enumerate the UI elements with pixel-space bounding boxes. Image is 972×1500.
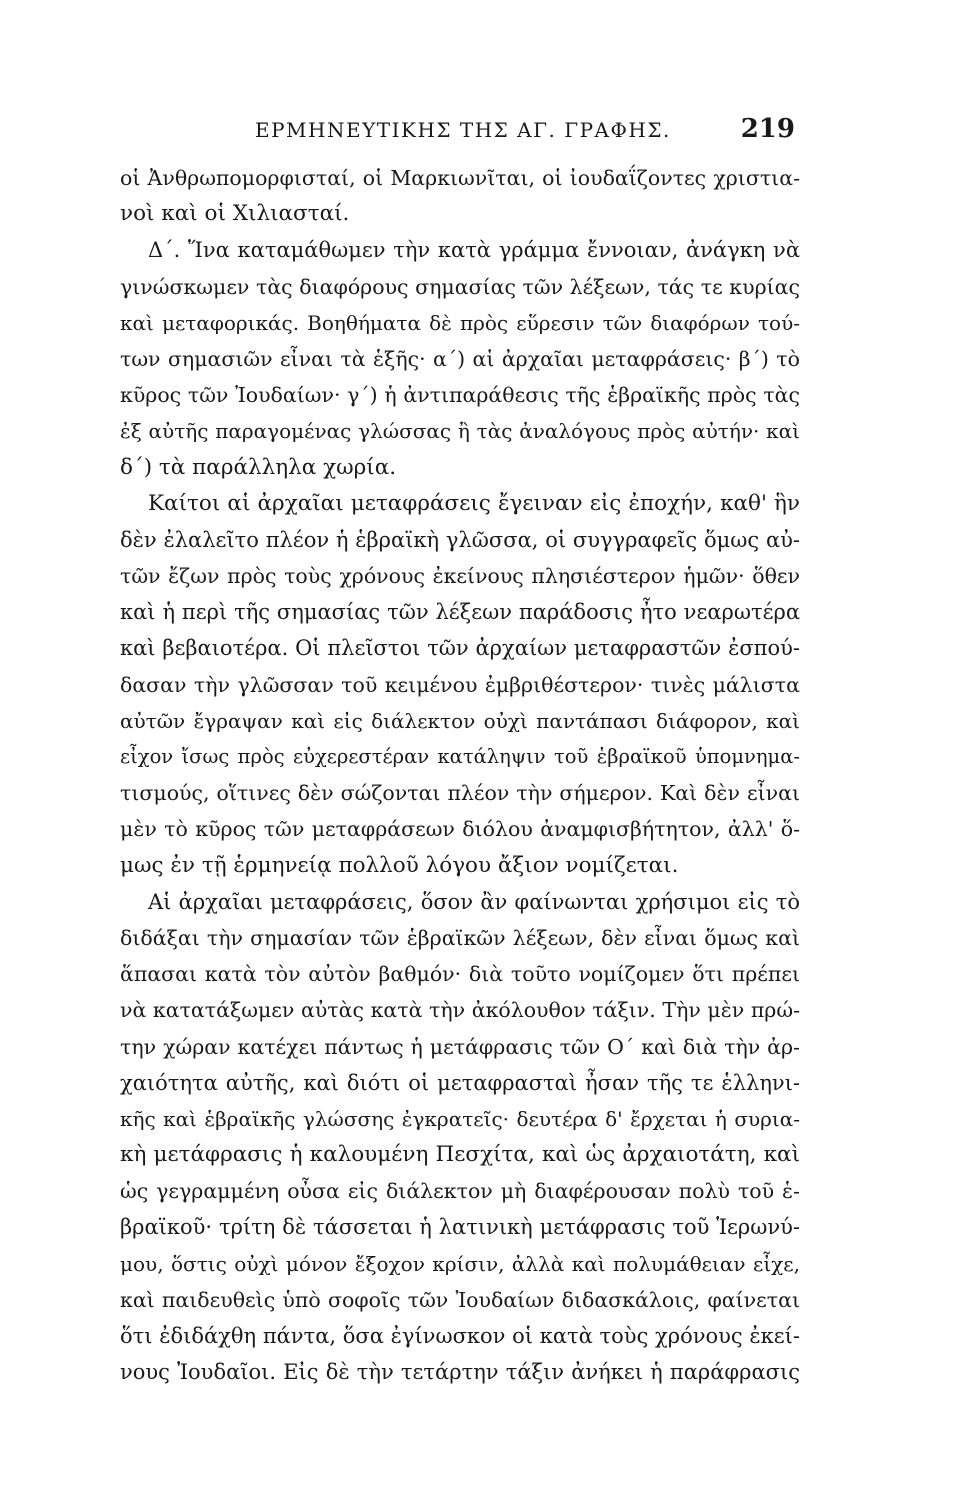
text-line: μως ἐν τῇ ἑρμηνείᾳ πολλοῦ λόγου ἄξιον νομίζεται. xyxy=(120,852,679,878)
text-line: ἐξ αὐτῆς παραγομένας γλώσσας ἢ τὰς ἀναλόγους πρὸς αὐτήν· καὶ xyxy=(120,419,800,444)
text-line: κῆς καὶ ἑβραϊκῆς γλώσσης ἐγκρατεῖς· δευτέρα δ' ἔρχεται ἡ συρια- xyxy=(120,1106,800,1131)
text-line: βραϊκοῦ· τρίτη δὲ τάσσεται ἡ λατινικὴ μετάφρασις τοῦ Ἱερωνύ- xyxy=(120,1215,800,1240)
text-line: εἶχον ἴσως πρὸς εὐχερεστέραν κατάληψιν τοῦ ἑβραϊκοῦ ὑπομνημα- xyxy=(120,745,800,768)
text-line: ὡς γεγραμμένη οὖσα εἰς διάλεκτον μὴ διαφέρουσαν πολὺ τοῦ ἑ- xyxy=(120,1179,800,1204)
text-line: καὶ ἡ περὶ τῆς σημασίας τῶν λέξεων παράδοσις ἦτο νεαρωτέρα xyxy=(120,600,800,625)
text-line: χαιότητα αὐτῆς, καὶ διότι οἱ μεταφρασταὶ ἦσαν τῆς τε ἑλληνι- xyxy=(120,1070,800,1095)
text-line: Καίτοι αἱ ἀρχαῖαι μεταφράσεις ἔγειναν εἰς ἐποχήν, καθ' ἣν xyxy=(148,490,800,516)
text-line: διδάξαι τὴν σημασίαν τῶν ἑβραϊκῶν λέξεων, δὲν εἶναι ὅμως καὶ xyxy=(120,925,800,950)
text-line: την χώραν κατέχει πάντως ἡ μετάφρασις τῶν Ο΄ καὶ διὰ τὴν ἀρ- xyxy=(120,1034,800,1059)
text-line: δασαν τὴν γλῶσσαν τοῦ κειμένου ἐμβριθέστερον· τινὲς μάλιστα xyxy=(120,672,800,697)
text-line: Αἱ ἀρχαῖαι μεταφράσεις, ὅσον ἂν φαίνωνται χρήσιμοι εἰς τὸ xyxy=(148,889,800,914)
text-line: νὰ κατατάξωμεν αὐτὰς κατὰ τὴν ἀκόλουθον τάξιν. Τὴν μὲν πρώ- xyxy=(120,998,800,1023)
text-line: ἅπασαι κατὰ τὸν αὐτὸν βαθμόν· διὰ τοῦτο νομίζομεν ὅτι πρέπει xyxy=(120,962,800,987)
text-line: μου, ὅστις οὐχὶ μόνον ἔξοχον κρίσιν, ἀλλὰ καὶ πολυμάθειαν εἶχε, xyxy=(120,1251,800,1276)
text-line: αὐτῶν ἔγραψαν καὶ εἰς διάλεκτον οὐχὶ παντάπασι διάφορον, καὶ xyxy=(120,708,800,733)
text-line: καὶ βεβαιοτέρα. Οἱ πλεῖστοι τῶν ἀρχαίων μεταφραστῶν ἐσπού- xyxy=(120,636,800,661)
text-line: νοὶ καὶ οἱ Χιλιασταί. xyxy=(120,201,350,227)
text-line: μὲν τὸ κῦρος τῶν μεταφράσεων διόλου ἀναμφισβήτητον, ἀλλ' ὅ- xyxy=(120,817,800,842)
text-line: δὲν ἐλαλεῖτο πλέον ἡ ἑβραϊκὴ γλῶσσα, οἱ συγγραφεῖς ὅμως αὐ- xyxy=(120,527,800,552)
text-line: τῶν ἔζων πρὸς τοὺς χρόνους ἐκείνους πλησιέστερον ἡμῶν· ὅθεν xyxy=(120,564,800,589)
text-line: δ΄) τὰ παράλληλα χωρία. xyxy=(120,454,397,480)
text-line: οἱ Ἀνθρωπομορφισταί, οἱ Μαρκιωνῖται, οἱ ἰουδαΐζοντες χριστια- xyxy=(120,166,800,190)
text-line: γινώσκωμεν τὰς διαφόρους σημασίας τῶν λέξεων, τάς τε κυρίας xyxy=(120,274,800,299)
body-text xyxy=(120,160,800,1390)
text-line: κῦρος τῶν Ἰουδαίων· γ΄) ἡ ἀντιπαράθεσις τῆς ἑβραϊκῆς πρὸς τὰς xyxy=(120,383,800,408)
text-line: ὅτι ἐδιδάχθη πάντα, ὅσα ἐγίνωσκον οἱ κατὰ τοὺς χρόνους ἐκεί- xyxy=(120,1324,800,1348)
running-head xyxy=(255,114,795,148)
text-line: κὴ μετάφρασις ἡ καλουμένη Πεσχίτα, καὶ ὡς ἀρχαιοτάτη, καὶ xyxy=(120,1142,800,1168)
text-line: καὶ μεταφορικάς. Βοηθήματα δὲ πρὸς εὕρεσιν τῶν διαφόρων τού- xyxy=(120,310,800,335)
running-title: ΕΡΜΗΝΕΥΤΙΚΗΣ ΤΗΣ ΑΓ. ΓΡΑΦΗΣ. xyxy=(255,118,671,142)
text-line: καὶ παιδευθεὶς ὑπὸ σοφοῖς τῶν Ἰουδαίων διδασκάλοις, φαίνεται xyxy=(120,1287,800,1312)
text-line: Δ΄. Ἵνα καταμάθωμεν τὴν κατὰ γράμμα ἔννοιαν, ἀνάγκη νὰ xyxy=(148,238,800,263)
text-line: νους Ἰουδαῖοι. Εἰς δὲ τὴν τετάρτην τάξιν ἀνήκει ἡ παράφρασις xyxy=(120,1360,800,1385)
page-number: 219 xyxy=(740,114,795,144)
text-line: τισμούς, οἵτινες δὲν σώζονται πλέον τὴν σήμερον. Καὶ δὲν εἶναι xyxy=(120,781,800,806)
text-line: των σημασιῶν εἶναι τὰ ἑξῆς· α΄) αἱ ἀρχαῖαι μεταφράσεις· β΄) τὸ xyxy=(120,346,800,371)
